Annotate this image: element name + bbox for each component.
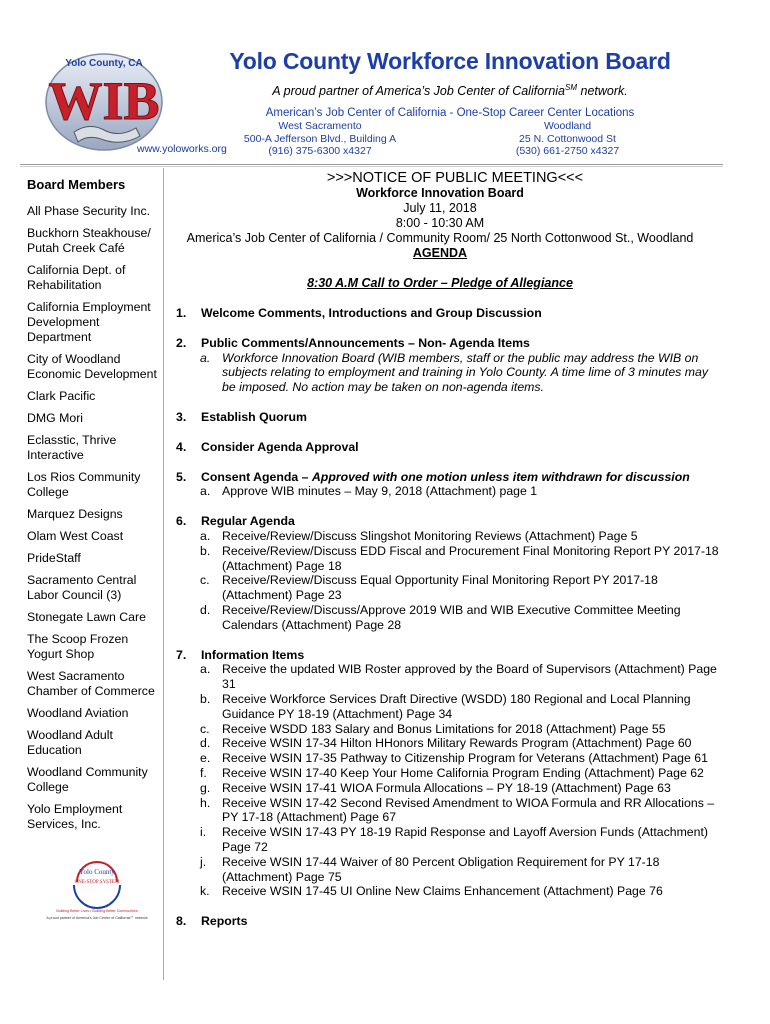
agenda-item-8 [176, 914, 721, 929]
header-divider-secondary [20, 166, 723, 167]
agenda-title-italic: Approved with one motion unless item withdrawn for discussion [311, 469, 690, 484]
agenda-item-1 [176, 306, 721, 321]
agenda-number: 5. [176, 469, 187, 484]
office-address: 25 N. Cottonwood St [519, 132, 616, 145]
agenda-item-7 [176, 648, 721, 663]
subitem-text: Approve WIB minutes – May 9, 2018 (Attachment) page 1 [222, 484, 538, 499]
board-member: Stonegate Lawn Care [27, 610, 146, 624]
call-to-order: 8:30 A.M Call to Order – Pledge of Allegiance [307, 276, 573, 290]
agenda-title: Establish Quorum [201, 409, 307, 424]
agenda-subitem [176, 484, 721, 499]
subitem-letter: k. [200, 884, 210, 899]
office-phone: (916) 375-6300 x4327 [268, 145, 372, 157]
subitem-text: Receive WSIN 17-40 Keep Your Home California Program Ending (Attachment) Page 62 [222, 765, 704, 780]
subitem-letter: b. [200, 543, 211, 558]
meeting-date: July 11, 2018 [403, 201, 477, 215]
seal-line2: ONE-STOP SYSTEM [74, 880, 120, 885]
agenda-subitem [176, 736, 721, 751]
agenda-subitem [176, 662, 721, 692]
tagline-text: A proud partner of America’s Job Center of California [272, 84, 566, 99]
agenda-subitem [176, 796, 721, 826]
sidebar-title: Board Members [27, 177, 126, 192]
seal-line1: Yolo County [79, 868, 115, 876]
subitem-text: Receive WSIN 17-35 Pathway to Citizenship Program for Veterans (Attachment) Page 61 [222, 751, 708, 766]
board-member: Woodland Aviation [27, 706, 129, 720]
subitem-letter: h. [200, 795, 211, 810]
subitem-letter: a. [200, 528, 211, 543]
board-member: DMG Mori [27, 411, 84, 425]
agenda-title [201, 470, 721, 485]
meeting-time: 8:00 - 10:30 AM [395, 216, 485, 230]
agenda-subitem [176, 573, 721, 603]
agenda-item-4 [176, 440, 721, 455]
agenda-subitem [176, 766, 721, 781]
subitem-letter: d. [200, 602, 211, 617]
wib-logo [44, 44, 174, 154]
agenda-number: 3. [176, 409, 187, 424]
subitem-text: Receive WSDD 183 Salary and Bonus Limitations for 2018 (Attachment) Page 55 [222, 721, 666, 736]
seal-line3: Building Better Lives • Building Better Communities [56, 909, 138, 913]
one-stop-logo [32, 852, 162, 922]
subitem-text: Workforce Innovation Board (WIB members, staff or the public may address the WIB on subjects relating to employment and training in Yolo County. A time lime of 3 minutes may be imposed. No action may be taken on non-agenda items. [222, 350, 708, 395]
office-phone: (530) 661-2750 x4327 [515, 145, 620, 157]
agenda-title: Reports [201, 914, 248, 929]
subitem-letter: a. [200, 484, 211, 499]
board-member: Marquez Designs [27, 507, 123, 521]
wib-logo-graphic [44, 44, 174, 154]
agenda-number: 1. [176, 306, 187, 320]
agenda-subitem [176, 855, 721, 885]
board-member: California Employment Development Department [27, 300, 151, 344]
agenda-title: Information Items [201, 647, 305, 662]
subitem-text: Receive WSIN 17-43 PY 18-19 Rapid Response and Layoff Aversion Funds (Attachment) Page 72 [222, 825, 708, 854]
tagline-end: network. [577, 84, 628, 99]
agenda-label: AGENDA [412, 246, 468, 260]
agenda-subitem [176, 692, 721, 722]
office-west-sacramento [235, 120, 405, 158]
agenda-subitem [176, 544, 721, 574]
subitem-text: Receive Workforce Services Draft Directive (WSDD) 180 Regional and Local Planning Guidance PY 18-19 (Attachment) Page 34 [222, 691, 691, 721]
agenda-number: 8. [176, 914, 187, 929]
board-member: City of Woodland Economic Development [27, 352, 157, 381]
header-divider [20, 164, 723, 165]
logo-wordmark: WIB [48, 71, 160, 131]
agenda-subitem [176, 884, 721, 899]
website-link[interactable]: www.yoloworks.org [137, 143, 227, 155]
agenda-subitem [176, 781, 721, 796]
board-member: Woodland Adult Education [27, 728, 113, 757]
one-stop-seal [32, 852, 162, 922]
subitem-text: Receive WSIN 17-45 UI Online New Claims Enhancement (Attachment) Page 76 [222, 884, 663, 899]
office-name: Woodland [543, 120, 592, 132]
agenda-subitem [176, 529, 721, 544]
board-member: Sacramento Central Labor Council (3) [27, 573, 137, 602]
agenda-list [176, 306, 721, 929]
board-member: Buckhorn Steakhouse/ Putah Creek Café [27, 226, 151, 255]
subitem-letter: i. [200, 825, 207, 840]
meeting-board: Workforce Innovation Board [356, 186, 524, 200]
agenda-title-text: Consent Agenda – [201, 469, 312, 484]
agenda-title: Welcome Comments, Introductions and Group Discussion [201, 306, 542, 320]
subitem-text: Receive WSIN 17-34 Hilton HHonors Military Rewards Program (Attachment) Page 60 [222, 736, 692, 751]
agenda-number: 2. [176, 335, 187, 350]
seal-line4: A proud partner of America’s Job Center of California℠ network [46, 916, 148, 920]
subitem-text: Receive WSIN 17-44 Waiver of 80 Percent Obligation Requirement for PY 17-18 (Attachment) Page 75 [222, 854, 660, 884]
tagline-sup: SM [565, 83, 578, 92]
subitem-letter: a. [200, 662, 211, 677]
board-member: Clark Pacific [27, 389, 96, 403]
subitem-text: Receive/Review/Discuss Slingshot Monitoring Reviews (Attachment) Page 5 [222, 528, 638, 543]
board-member: Woodland Community College [27, 765, 148, 794]
agenda-title: Regular Agenda [201, 514, 295, 529]
subitem-letter: d. [200, 736, 211, 751]
agenda-item-2 [176, 336, 721, 351]
subitem-letter: b. [200, 691, 211, 706]
subitem-text: Receive/Review/Discuss/Approve 2019 WIB and WIB Executive Committee Meeting Calendars (Attachment) Page 28 [222, 602, 681, 632]
tagline [200, 83, 700, 98]
board-member: The Scoop Frozen Yogurt Shop [27, 632, 129, 661]
logo-caption: Yolo County, CA [65, 58, 143, 69]
board-member: Yolo Employment Services, Inc. [27, 802, 123, 831]
board-member: California Dept. of Rehabilitation [27, 263, 126, 292]
board-member: West Sacramento Chamber of Commerce [27, 669, 155, 698]
subitem-text: Receive/Review/Discuss Equal Opportunity Final Monitoring Report PY 2017-18 (Attachment) Page 23 [222, 573, 658, 603]
agenda-subitem [176, 751, 721, 766]
agenda-title: Public Comments/Announcements – Non- Agenda Items [201, 335, 530, 350]
board-member: All Phase Security Inc. [27, 204, 151, 218]
board-member: Los Rios Community College [27, 470, 141, 499]
agenda-number: 6. [176, 514, 187, 529]
meeting-location: America’s Job Center of California / Community Room/ 25 North Cottonwood St., Woodland [186, 231, 694, 245]
meeting-details [170, 186, 710, 261]
board-member: Eclasstic, Thrive Interactive [27, 433, 117, 462]
subitem-letter: a. [200, 350, 211, 365]
subitem-text: Receive/Review/Discuss EDD Fiscal and Procurement Final Monitoring Report PY 2017-18 (Attachment) Page 18 [222, 543, 719, 573]
agenda-item-5 [176, 470, 721, 485]
subitem-letter: e. [200, 751, 211, 766]
subitem-letter: f. [200, 765, 207, 780]
board-members-sidebar [27, 177, 162, 839]
agenda-subitem [176, 351, 721, 395]
board-member: PrideStaff [27, 551, 81, 565]
subitem-letter: g. [200, 780, 211, 795]
agenda-subitem [176, 603, 721, 633]
subitem-text: Receive WSIN 17-41 WIOA Formula Allocations – PY 18-19 (Attachment) Page 63 [222, 780, 671, 795]
page-title: Yolo County Workforce Innovation Board [229, 48, 671, 74]
subitem-text: Receive WSIN 17-42 Second Revised Amendment to WIOA Formula and RR Allocations – PY 17-18 (Attachment) Page 67 [222, 795, 715, 825]
notice-heading: >>>NOTICE OF PUBLIC MEETING<<< [326, 170, 584, 186]
subitem-letter: j. [200, 854, 207, 869]
office-address: 500-A Jefferson Blvd., Building A [243, 132, 397, 145]
agenda-title: Consider Agenda Approval [201, 439, 359, 454]
agenda-subitem [176, 825, 721, 855]
office-name: West Sacramento [278, 120, 362, 132]
agenda-subitem [176, 722, 721, 737]
agenda-number: 7. [176, 647, 187, 662]
agenda-item-6 [176, 514, 721, 529]
subitem-letter: c. [200, 721, 210, 736]
subitem-text: Receive the updated WIB Roster approved by the Board of Supervisors (Attachment) Page 31 [222, 662, 717, 692]
office-woodland [480, 120, 655, 158]
ajcc-heading: American’s Job Center of California - One-Stop Career Center Locations [265, 107, 635, 119]
agenda-item-3 [176, 410, 721, 425]
subitem-letter: c. [200, 573, 210, 588]
board-member: Olam West Coast [27, 529, 124, 543]
agenda-number: 4. [176, 439, 187, 454]
sidebar-divider [163, 168, 164, 980]
